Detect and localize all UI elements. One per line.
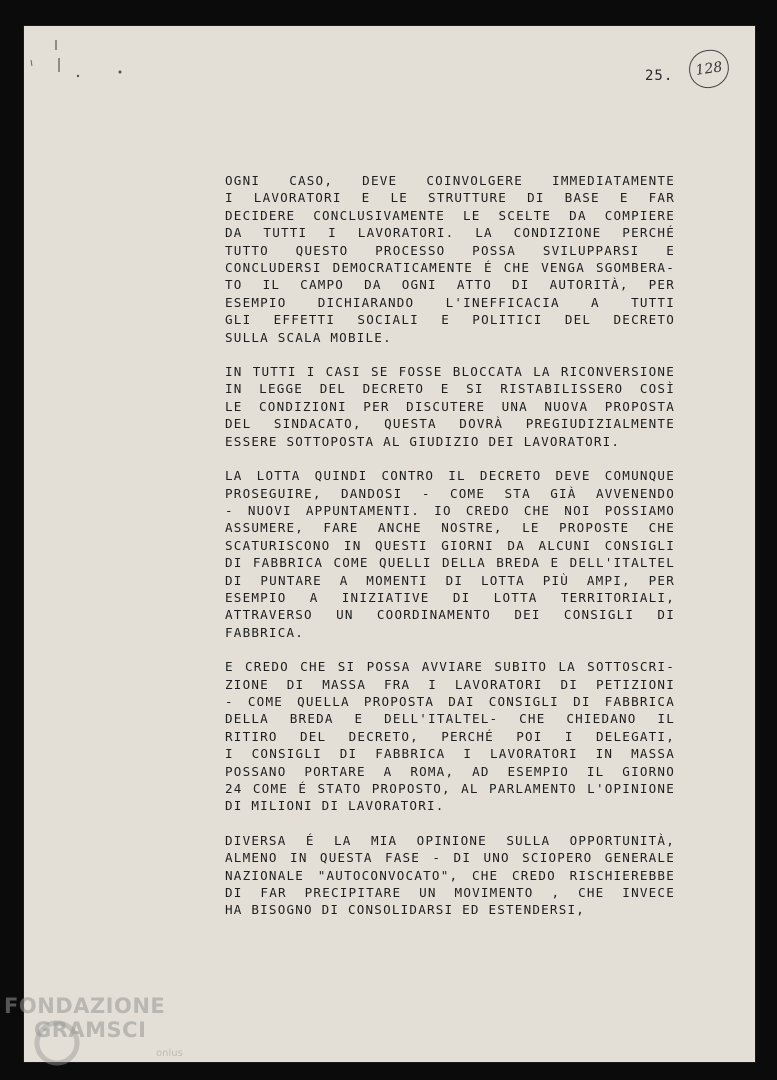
text-line: DI FAR PRECIPITARE UN MOVIMENTO , CHE INVECE [225, 885, 675, 901]
document-body [225, 172, 675, 919]
text-line: LA LOTTA QUINDI CONTRO IL DECRETO DEVE COMUNQUE [225, 468, 675, 484]
archive-stamp [687, 47, 732, 90]
watermark-line-1: FONDAZIONE [4, 994, 166, 1018]
text-line: DI PUNTARE A MOMENTI DI LOTTA PIÙ AMPI, PER [225, 572, 675, 588]
watermark-line-3: onlus [156, 1048, 183, 1059]
paragraph [225, 467, 675, 641]
text-line: PROSEGUIRE, DANDOSI - COME STA GIÀ AVVENENDO [225, 485, 675, 501]
text-line: DEL SINDACATO, QUESTA DOVRÀ PREGIUDIZIALMENTE [225, 416, 675, 432]
text-line: LE CONDIZIONI PER DISCUTERE UNA NUOVA PROPOSTA [225, 398, 675, 414]
text-line: DELLA BREDA E DELL'ITALTEL- CHE CHIEDANO IL [225, 711, 675, 727]
page-number: 25. [645, 68, 674, 84]
text-line: I LAVORATORI E LE STRUTTURE DI BASE E FAR [225, 190, 675, 206]
text-line: DA TUTTI I LAVORATORI. LA CONDIZIONE PERCHÉ [225, 225, 675, 241]
text-line: DI FABBRICA COME QUELLI DELLA BREDA E DELL'ITALTEL [225, 555, 675, 571]
text-line: OGNI CASO, DEVE COINVOLGERE IMMEDIATAMENTE [225, 173, 675, 188]
stamp-number: 128 [694, 59, 724, 79]
text-line: IN TUTTI I CASI SE FOSSE BLOCCATA LA RICONVERSIONE [225, 364, 675, 380]
paragraph [225, 832, 675, 919]
text-line: GLI EFFETTI SOCIALI E POLITICI DEL DECRETO [225, 312, 675, 328]
text-line: ESSERE SOTTOPOSTA AL GIUDIZIO DEI LAVORATORI. [225, 433, 621, 449]
text-line: TO IL CAMPO DA OGNI ATTO DI AUTORITÀ, PER [225, 277, 675, 293]
text-line: IN LEGGE DEL DECRETO E SI RISTABILISSERO COSÌ [225, 381, 675, 397]
text-line: E CREDO CHE SI POSSA AVVIARE SUBITO LA SOTTOSCRI- [225, 659, 675, 675]
text-line: ESEMPIO DICHIARANDO L'INEFFICACIA A TUTTI [225, 294, 675, 310]
text-line: DI MILIONI DI LAVORATORI. [225, 798, 445, 814]
paragraph [225, 363, 675, 450]
text-line: CONCLUDERSI DEMOCRATICAMENTE É CHE VENGA SGOMBERA- [225, 260, 675, 276]
text-line: SULLA SCALA MOBILE. [225, 329, 392, 345]
text-line: SCATURISCONO IN QUESTI GIORNI DA ALCUNI CONSIGLI [225, 537, 675, 553]
margin-marks [28, 40, 128, 80]
text-line: DECIDERE CONCLUSIVAMENTE LE SCELTE DA COMPIERE [225, 207, 675, 223]
paragraph [225, 658, 675, 815]
text-line: NAZIONALE "AUTOCONVOCATO", CHE CREDO RISCHIEREBBE [225, 867, 675, 883]
paragraph [225, 172, 675, 346]
watermark-logo [4, 994, 204, 1074]
text-line: ATTRAVERSO UN COORDINAMENTO DEI CONSIGLI DI [225, 607, 675, 623]
text-line: RITIRO DEL DECRETO, PERCHÉ POI I DELEGATI, [225, 728, 675, 744]
text-line: ZIONE DI MASSA FRA I LAVORATORI DI PETIZIONI [225, 676, 675, 692]
text-line: I CONSIGLI DI FABBRICA I LAVORATORI IN MASSA [225, 746, 675, 762]
text-line: ASSUMERE, FARE ANCHE NOSTRE, LE PROPOSTE CHE [225, 520, 675, 536]
text-line: TUTTO QUESTO PROCESSO POSSA SVILUPPARSI E [225, 242, 675, 258]
text-line: FABBRICA. [225, 624, 305, 640]
text-line: ALMENO IN QUESTA FASE - DI UNO SCIOPERO GENERALE [225, 850, 675, 866]
text-line: POSSANO PORTARE A ROMA, AD ESEMPIO IL GIORNO [225, 763, 675, 779]
text-line: - NUOVI APPUNTAMENTI. IO CREDO CHE NOI POSSIAMO [225, 502, 675, 518]
text-line: ESEMPIO A INIZIATIVE DI LOTTA TERRITORIALI, [225, 589, 675, 605]
document-page [24, 26, 755, 1062]
text-line: 24 COME É STATO PROPOSTO, AL PARLAMENTO L'OPINIONE [225, 781, 675, 796]
watermark-line-2: GRAMSCI [34, 1018, 147, 1042]
text-line: HA BISOGNO DI CONSOLIDARSI ED ESTENDERSI, [225, 902, 586, 918]
text-line: - COME QUELLA PROPOSTA DAI CONSIGLI DI FABBRICA [225, 693, 675, 709]
text-line: DIVERSA É LA MIA OPINIONE SULLA OPPORTUNITÀ, [225, 832, 675, 848]
